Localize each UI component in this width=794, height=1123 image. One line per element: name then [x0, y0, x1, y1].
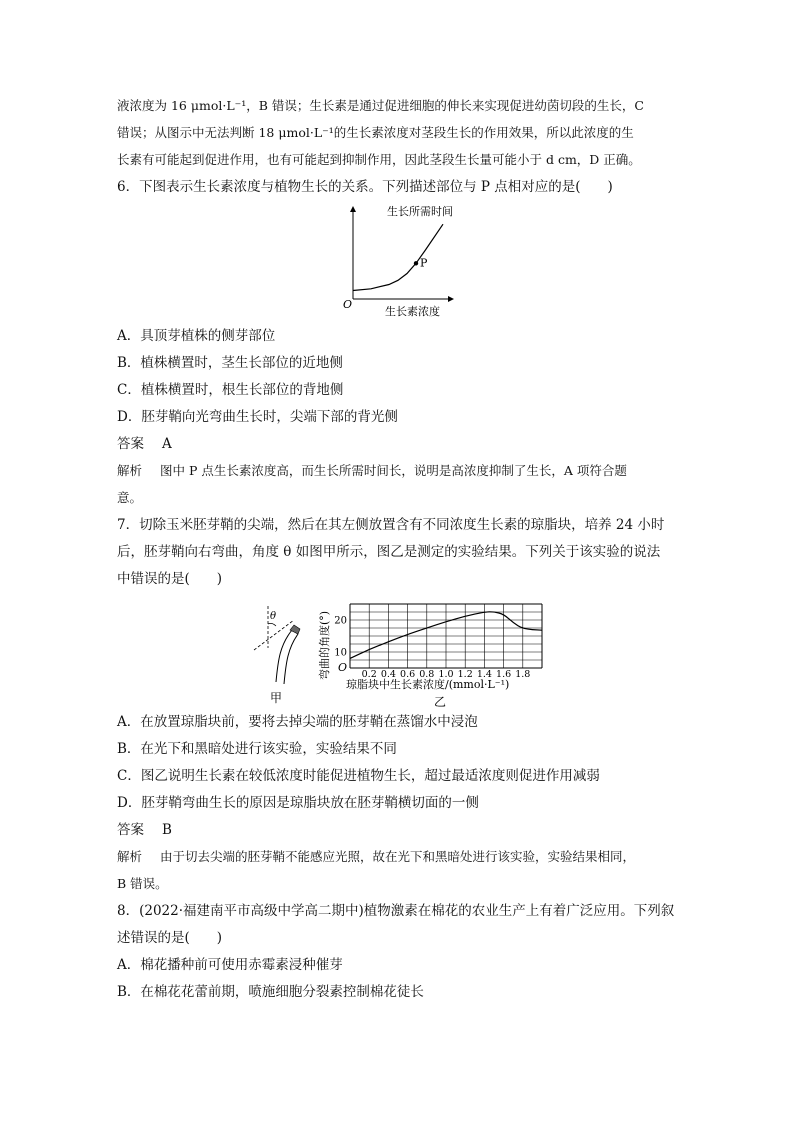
- answer-value: A: [162, 436, 172, 452]
- analysis-line: B 错误。: [117, 876, 168, 891]
- question-7-stem: 7．切除玉米胚芽鞘的尖端，然后在其左侧放置含有不同浓度生长素的琼脂块，培养 24 小时: [117, 517, 665, 533]
- question-7-stem: 后，胚芽鞘向右弯曲，角度 θ 如图甲所示，图乙是测定的实验结果。下列关于该实验的说法: [117, 544, 661, 560]
- y-tick-labels: [334, 616, 347, 659]
- option-c: C．植株横置时，根生长部位的背地侧: [117, 382, 344, 398]
- figure-yi-label: 乙: [434, 695, 447, 709]
- text-line: 长素有可能起到促进作用，也有可能起到抑制作用，因此茎段生长量可能小于 d cm，D 正确。: [117, 152, 641, 167]
- question-8-stem: 述错误的是( ): [117, 930, 223, 946]
- answer-line: [117, 435, 172, 453]
- option-d: D．胚芽鞘向光弯曲生长时，尖端下部的背光侧: [117, 409, 398, 425]
- option-c: C．图乙说明生长素在较低浓度时能促进植物生长，超过最适浓度则促进作用减弱: [117, 768, 600, 784]
- x-tick-label: 0.8: [419, 669, 435, 680]
- analysis-label: 解析: [117, 463, 143, 478]
- y-tick-label: 10: [334, 647, 347, 659]
- text-line: 错误；从图示中无法判断 18 μmol·L⁻¹的生长素浓度对茎段生长的作用效果，所以此浓度的生: [117, 125, 634, 140]
- x-tick-label: 0.2: [361, 669, 377, 680]
- option-b: B．在棉花花蕾前期，喷施细胞分裂素控制棉花徒长: [117, 984, 424, 1000]
- question-6-stem: 6．下图表示生长素浓度与植物生长的关系。下列描述部位与 P 点相对应的是( ): [117, 179, 613, 195]
- x-tick-label: 1.6: [496, 669, 512, 680]
- question-8-stem: 8．(2022·福建南平市高级中学高二期中)植物激素在棉花的农业生产上有着广泛应用。下列叙: [117, 903, 675, 919]
- coleoptile-left-edge: [276, 630, 292, 682]
- answer-value: B: [162, 822, 172, 838]
- grid: [350, 604, 542, 668]
- x-tick-label: 0.4: [380, 669, 396, 680]
- option-a: A．棉花播种前可使用赤霉素浸种催芽: [117, 957, 343, 973]
- analysis-line: [117, 848, 635, 866]
- origin-label: O: [338, 661, 348, 674]
- x-axis-label: 生长素浓度: [385, 305, 440, 318]
- answer-line: [117, 821, 172, 839]
- agar-block: [290, 625, 300, 634]
- figure-jia-coleoptile: [250, 600, 310, 708]
- x-tick-label: 0.6: [400, 669, 416, 680]
- question-7-stem: 中错误的是( ): [117, 571, 223, 587]
- analysis-label: 解析: [117, 849, 143, 864]
- figure-jia-label: 甲: [270, 691, 283, 705]
- option-a: A．在放置琼脂块前，要将去掉尖端的胚芽鞘在蒸馏水中浸泡: [117, 714, 478, 730]
- y-axis-label: 生长所需时间: [387, 205, 453, 218]
- x-tick-label: 1.4: [476, 669, 492, 680]
- option-b: B．植株横置时，茎生长部位的近地侧: [117, 355, 343, 371]
- analysis-line: 意。: [117, 490, 143, 505]
- x-axis-label: 琼脂块中生长素浓度/(mmol·L⁻¹): [346, 678, 510, 691]
- origin-label: O: [343, 298, 353, 311]
- x-tick-label: 1.0: [438, 669, 454, 680]
- analysis-text: 图中 P 点生长素浓度高，而生长所需时间长，说明是高浓度抑制了生长，A 项符合题: [160, 463, 627, 478]
- answer-label: 答案: [117, 436, 144, 452]
- analysis-line: [117, 462, 627, 480]
- y-axis-arrow: [350, 206, 356, 212]
- figure-yi-chart: [314, 596, 554, 716]
- y-tick-label: 20: [334, 615, 347, 627]
- growth-curve: [353, 224, 443, 290]
- option-a: A．具顶芽植株的侧芽部位: [117, 328, 276, 344]
- analysis-text: 由于切去尖端的胚芽鞘不能感应光照，故在光下和黑暗处进行该实验，实验结果相同，: [160, 849, 636, 864]
- x-tick-label: 1.8: [515, 669, 531, 680]
- x-tick-label: 1.2: [457, 669, 473, 680]
- point-p-marker: [414, 261, 418, 265]
- point-p-label: P: [420, 256, 428, 270]
- answer-label: 答案: [117, 822, 144, 838]
- y-axis-label: 弯曲的角度(°): [318, 610, 331, 680]
- theta-label: θ: [270, 611, 277, 622]
- q6-growth-chart: [335, 200, 455, 318]
- x-axis-arrow: [448, 296, 454, 302]
- option-d: D．胚芽鞘弯曲生长的原因是琼脂块放在胚芽鞘横切面的一侧: [117, 795, 479, 811]
- coleoptile-right-edge: [284, 634, 298, 684]
- angle-arc: [268, 623, 276, 626]
- option-b: B．在光下和黑暗处进行该实验，实验结果不同: [117, 741, 397, 757]
- text-line: 液浓度为 16 μmol·L⁻¹，B 错误；生长素是通过促进细胞的伸长来实现促进幼茵切段的生长，C: [117, 98, 644, 113]
